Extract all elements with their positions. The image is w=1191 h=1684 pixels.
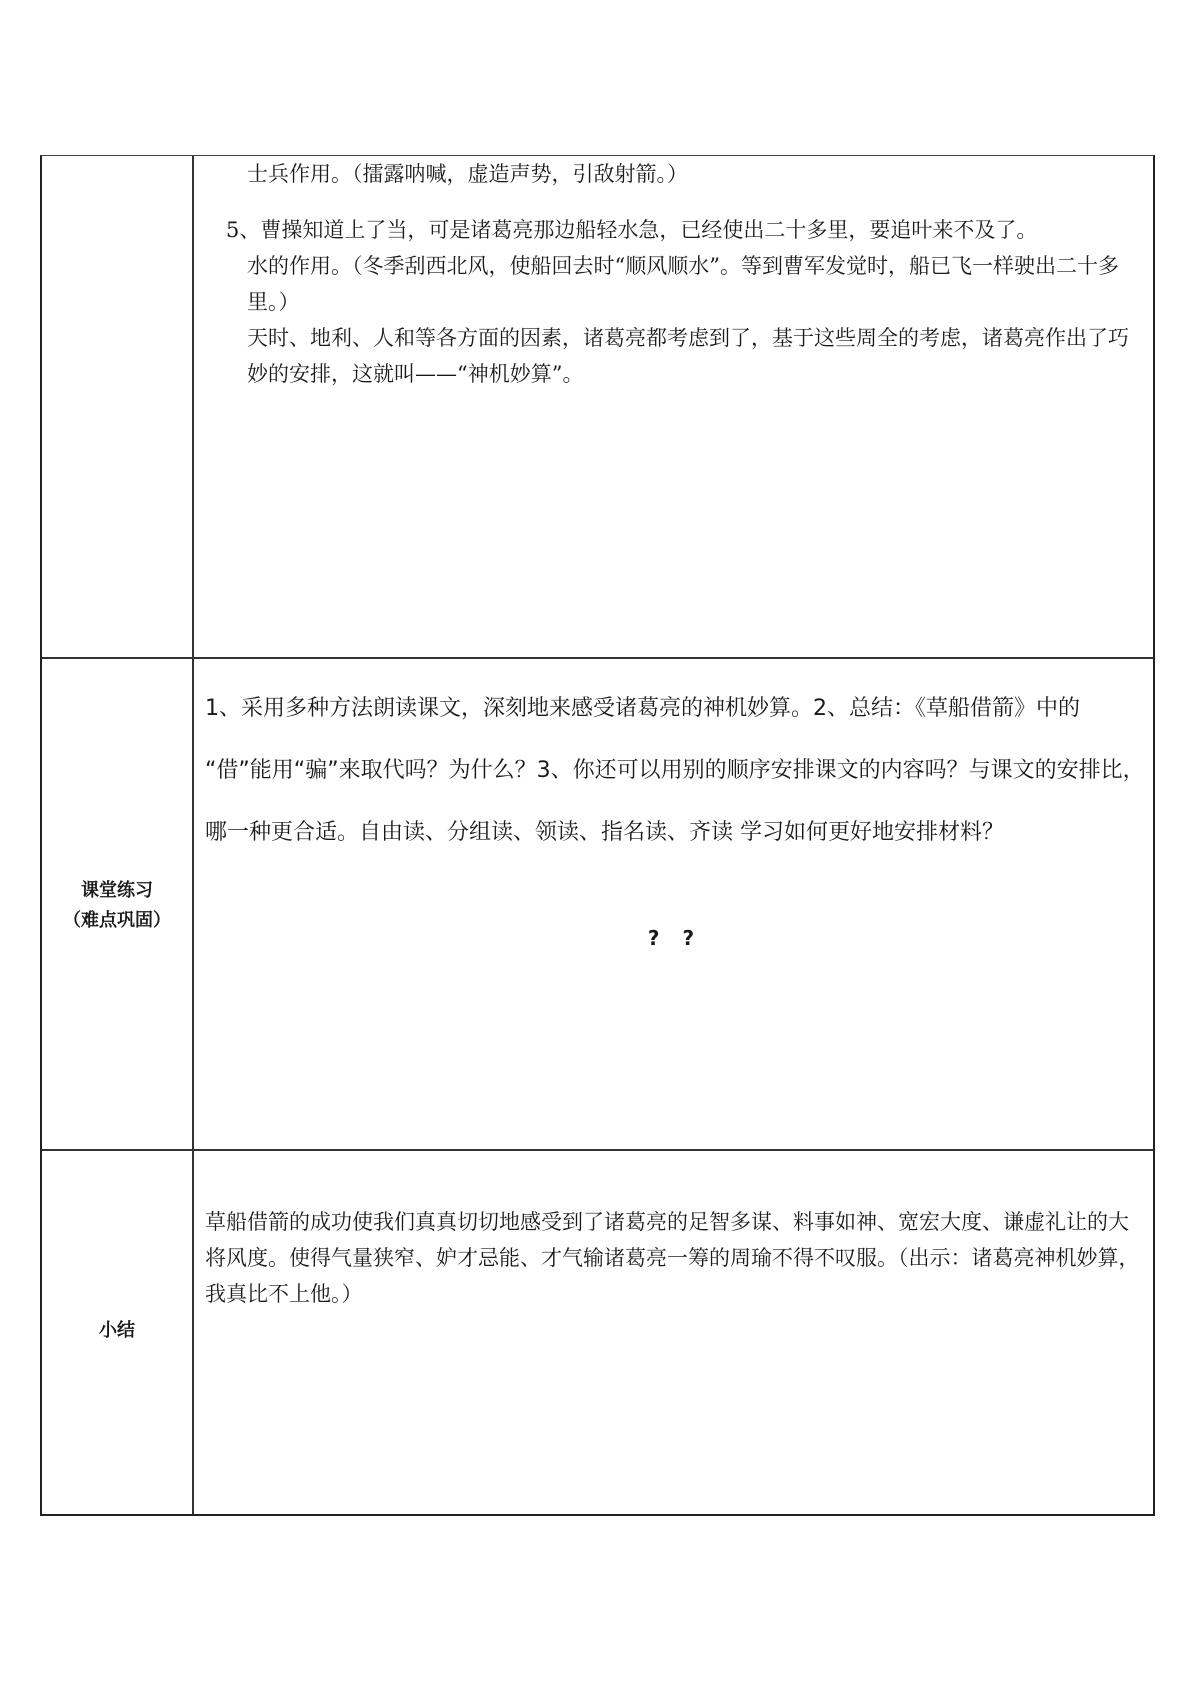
- paragraph: 水的作用。（冬季刮西北风，使船回去时“顺风顺水”。等到曹军发觉时，船已飞一样驶出二十多里。）: [247, 254, 1119, 314]
- row-label-summary: 小结: [99, 1320, 135, 1341]
- row-divider: [42, 657, 1153, 659]
- row1-content: [205, 156, 1145, 392]
- paragraph: 士兵作用。（擂露呐喊，虚造声势，引敌射箭。）: [247, 162, 688, 186]
- row-divider: [42, 1149, 1153, 1151]
- lesson-plan-table: [40, 155, 1155, 1516]
- row-label-practice: [42, 876, 192, 936]
- summary-text: 草船借箭的成功使我们真真切切地感受到了诸葛亮的足智多谋、料事如神、宽宏大度、谦虚礼让的大将风度。使得气量狭窄、妒才忌能、才气输诸葛亮一筹的周瑜不得不叹服。（出示：诸葛亮神机妙算，我真比不上他。）: [205, 1210, 1140, 1306]
- question-marks: ? ?: [647, 926, 703, 950]
- paragraph: 5、曹操知道上了当，可是诸葛亮那边船轻水急，已经使出二十多里，要追叶来不及了。: [226, 218, 1038, 242]
- label-line: （难点巩固）: [63, 910, 171, 931]
- label-line: 课堂练习: [81, 880, 153, 901]
- paragraph: 天时、地利、人和等各方面的因素，诸葛亮都考虑到了，基于这些周全的考虑，诸葛亮作出了巧妙的安排，这就叫——“神机妙算”。: [247, 326, 1129, 386]
- column-divider: [192, 156, 194, 1514]
- practice-text: 1、采用多种方法朗读课文，深刻地来感受诸葛亮的神机妙算。2、总结：《草船借箭》中的 “借”能用“骗”来取代吗？为什么？3、你还可以用别的顺序安排课文的内容吗？与课文的安排比，哪一种更合适。自由读、分组读、领读、指名读、齐读 学习如何更好地安排材料？: [205, 696, 1145, 845]
